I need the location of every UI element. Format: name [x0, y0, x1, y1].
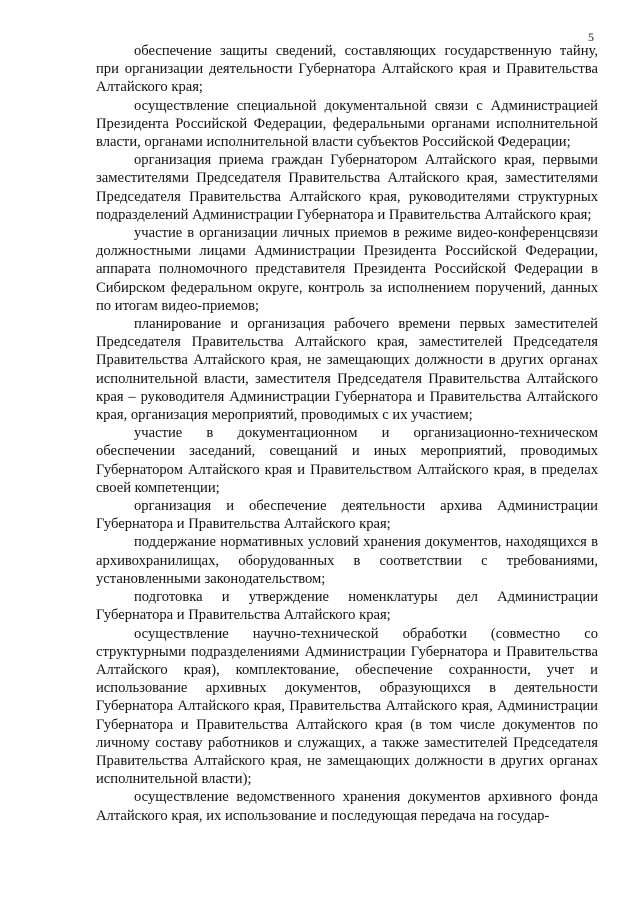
paragraph-case-nomenclature: подготовка и утверждение номенклатуры дел Администрации Губернатора и Правительства Алтайского края; — [96, 589, 598, 624]
paragraph-video-conference: участие в организации личных приемов в режиме видео-конференцсвязи должностными лицами Администрации Президента Российской Федерации, аппарата полномочного представителя Президента Российской Федерации в Сибирском федеральном округе, контроль за исполнением поручений, данных по итогам видео-приемов; — [96, 225, 598, 314]
document-body — [96, 42, 598, 825]
paragraph-archive-organization: организация и обеспечение деятельности архива Администрации Губернатора и Правительства Алтайского края; — [96, 498, 598, 533]
paragraph-citizen-reception: организация приема граждан Губернатором Алтайского края, первыми заместителями Председателя Правительства Алтайского края, заместителями Председателя Правительства Алтайского края, руководителями структурных подразделений Администрации Губернатора и Правительства Алтайского края; — [96, 152, 598, 223]
paragraph-storage-conditions: поддержание нормативных условий хранения документов, находящихся в архивохранилищах, оборудованных в соответствии с требованиями, установленными законодательством; — [96, 534, 598, 587]
paragraph-work-planning: планирование и организация рабочего времени первых заместителей Председателя Правительства Алтайского края, заместителей Председателя Правительства Алтайского края, не замещающих должности в других органах исполнительной власти, заместителя Председателя Правительства Алтайского края – руководителя Администрации Губернатора и Правительства Алтайского края, организация мероприятий, проводимых с их участием; — [96, 316, 598, 424]
page-number: 5 — [588, 30, 594, 44]
paragraph-state-secret: обеспечение защиты сведений, составляющих государственную тайну, при организации деятельности Губернатора Алтайского края и Правительства Алтайского края; — [96, 43, 598, 96]
paragraph-archival-processing: осуществление научно-технической обработки (совместно со структурными подразделениями Администрации Губернатора и Правительства Алтайского края), комплектование, обеспечение сохранности, учет и использование архивных документов, образующихся в деятельности Губернатора Алтайского края, Правительства Алтайского края, Администрации Губернатора и Правительства Алтайского края (в том числе документов по личному составу работников и служащих, а также заместителей Председателя Правительства Алтайского края, не замещающих должности в других органах исполнительной власти); — [96, 625, 598, 788]
paragraph-departmental-storage: осуществление ведомственного хранения документов архивного фонда Алтайского края, их использование и последующая передача на государ- — [96, 789, 598, 824]
paragraph-special-communication: осуществление специальной документальной связи с Администрацией Президента Российской Федерации, федеральными органами исполнительной власти, органами исполнительной власти субъектов Российской Федерации; — [96, 97, 598, 151]
paragraph-meeting-support: участие в документационном и организационно-техническом обеспечении заседаний, совещаний и иных мероприятий, проводимых Губернатором Алтайского края и Правительством Алтайского края, в пределах своей компетенции; — [96, 425, 598, 496]
